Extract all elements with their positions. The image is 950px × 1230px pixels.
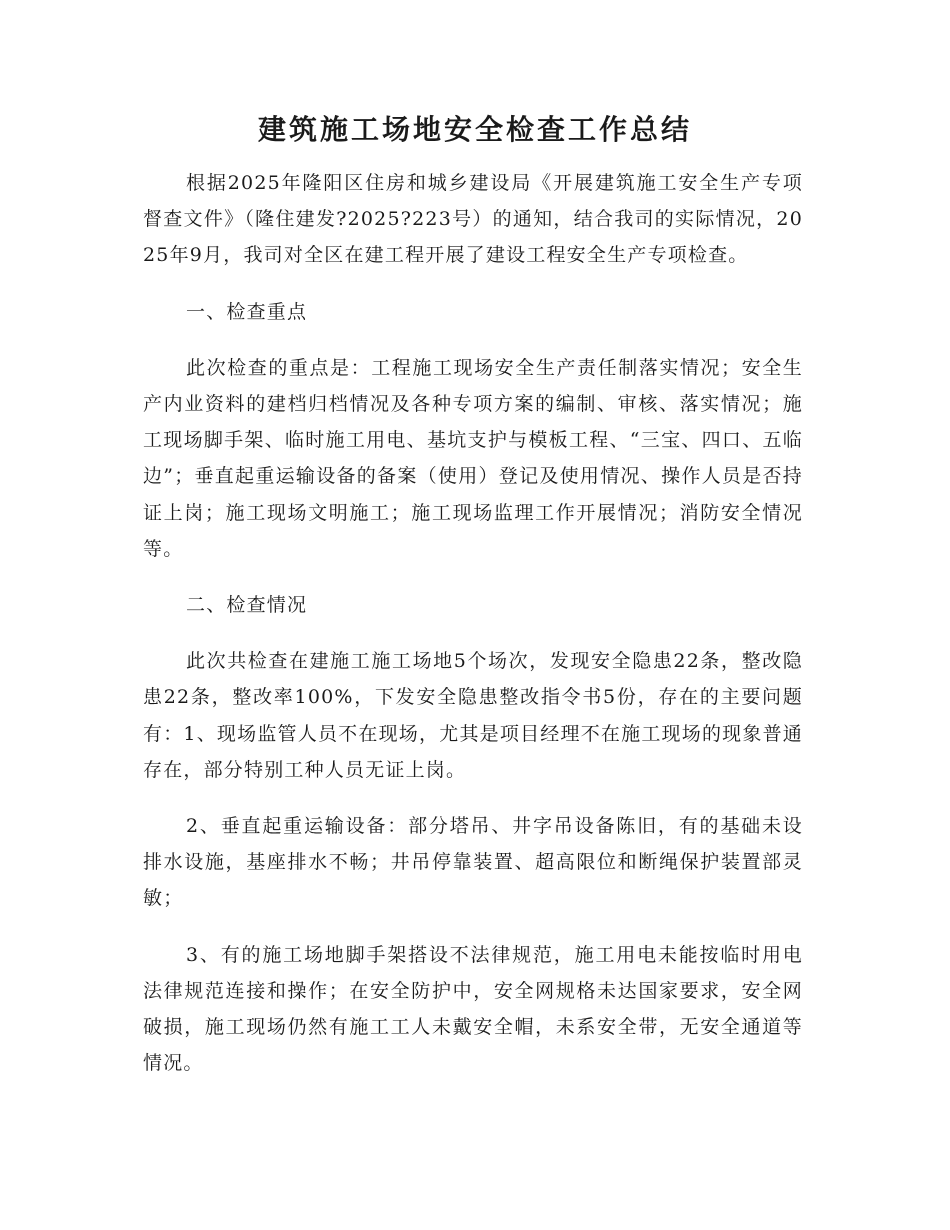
inspection-focus-paragraph: 此次检查的重点是：工程施工现场安全生产责任制落实情况；安全生产内业资料的建档归档情况及各种专项方案的编制、审核、落实情况；施工现场脚手架、临时施工用电、基坑支护与模板工程、“三宝、四口、五临边”；垂直起重运输设备的备案（使用）登记及使用情况、操作人员是否持证上岗；施工现场文明施工；施工现场监理工作开展情况；消防安全情况等。 — [143, 356, 803, 560]
document-title: 建筑施工场地安全检查工作总结 — [257, 113, 692, 146]
section-heading-inspection-focus: 一、检查重点 — [186, 300, 308, 323]
issue-lifting-equipment-paragraph: 2、垂直起重运输设备：部分塔吊、井字吊设备陈旧，有的基础未设排水设施，基座排水不畅；井吊停靠装置、超高限位和断绳保护装置部灵敏； — [143, 815, 803, 910]
intro-paragraph: 根据2025年隆阳区住房和城乡建设局《开展建筑施工安全生产专项督查文件》（隆住建发?2025?223号）的通知，结合我司的实际情况，2025年9月，我司对全区在建工程开展了建设工程安全生产专项检查。 — [143, 172, 803, 267]
section-heading-inspection-results: 二、检查情况 — [186, 594, 308, 617]
issue-scaffolding-paragraph: 3、有的施工场地脚手架搭设不法律规范，施工用电未能按临时用电法律规范连接和操作；在安全防护中，安全网规格未达国家要求，安全网破损，施工现场仍然有施工工人未戴安全帽，未系安全带，无安全通道等情况。 — [143, 943, 803, 1075]
document-body — [143, 165, 803, 1101]
inspection-results-paragraph: 此次共检查在建施工施工场地5个场次，发现安全隐患22条，整改隐患22条，整改率100%，下发安全隐患整改指令书5份，存在的主要问题有：1、现场监管人员不在现场，尤其是项目经理不在施工现场的现象普通存在，部分特别工种人员无证上岗。 — [143, 650, 803, 781]
